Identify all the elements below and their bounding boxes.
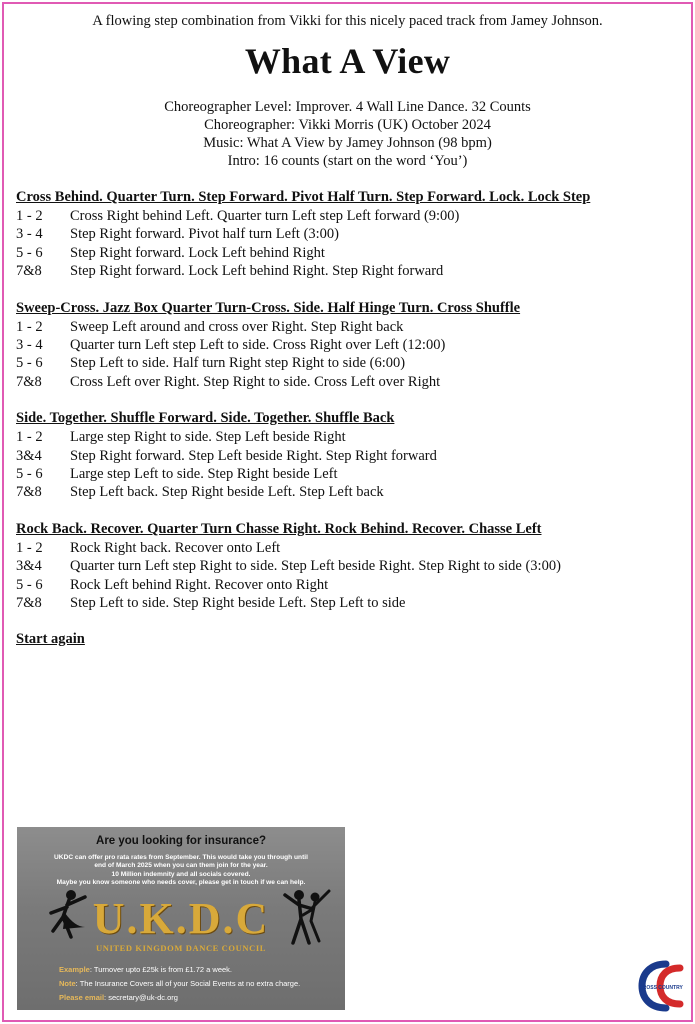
step-description: Sweep Left around and cross over Right. Step Right back	[70, 318, 404, 335]
example-text: : Turnover upto £25k is from £1.72 a week.	[89, 965, 233, 974]
step-count: 7&8	[16, 263, 42, 280]
step-description: Step Right forward. Lock Left behind Right	[70, 244, 325, 261]
section-3	[16, 409, 681, 502]
step-row	[16, 465, 681, 483]
intro-line: A flowing step combination from Vikki for this nicely paced track from Jamey Johnson.	[92, 13, 603, 29]
step-count: 5 - 6	[16, 576, 43, 593]
email-text: : secretary@uk-dc.org	[104, 993, 178, 1002]
step-count: 3 - 4	[16, 337, 43, 354]
cross-country-logo-icon	[636, 958, 686, 1014]
dance-title: What A View	[244, 41, 451, 81]
step-count: 1 - 2	[16, 318, 43, 335]
meta-music: Music: What A View by Jamey Johnson (98 bpm)	[203, 135, 492, 151]
advert-example	[59, 965, 232, 974]
step-row	[16, 225, 681, 243]
dance-meta	[0, 98, 695, 170]
step-count: 5 - 6	[16, 355, 43, 372]
step-row	[16, 354, 681, 372]
cross-country-text: CROSS COUNTRY	[639, 985, 683, 991]
section-2	[16, 299, 681, 392]
advert-body	[21, 854, 341, 888]
step-row	[16, 428, 681, 446]
step-description: Step Left to side. Half turn Right step Right to side (6:00)	[70, 355, 406, 372]
step-description: Rock Right back. Recover onto Left	[70, 539, 281, 556]
step-description: Large step Right to side. Step Left beside Right	[70, 429, 346, 446]
step-description: Rock Left behind Right. Recover onto Right	[70, 576, 329, 593]
step-description: Step Right forward. Step Left beside Right. Step Right forward	[70, 447, 437, 464]
advert-email	[59, 993, 178, 1002]
step-description: Step Right forward. Lock Left behind Right. Step Right forward	[70, 263, 444, 280]
step-description: Quarter turn Left step Left to side. Cross Right over Left (12:00)	[70, 337, 446, 354]
step-count: 1 - 2	[16, 429, 43, 446]
step-description: Step Left to side. Step Right beside Left. Step Left to side	[70, 595, 406, 612]
step-row	[16, 539, 681, 557]
section-title: Side. Together. Shuffle Forward. Side. Together. Shuffle Back	[16, 410, 395, 427]
meta-choreographer: Choreographer: Vikki Morris (UK) October 2024	[204, 117, 491, 133]
step-count: 5 - 6	[16, 466, 43, 483]
start-again: Start again	[16, 630, 85, 647]
step-description: Quarter turn Left step Right to side. Step Left beside Right. Step Right to side (3:00)	[70, 558, 561, 575]
step-row	[16, 373, 681, 391]
step-count: 1 - 2	[16, 208, 43, 224]
step-count: 5 - 6	[16, 244, 43, 261]
advert-title: Are you looking for insurance?	[96, 835, 266, 847]
step-count: 3 - 4	[16, 226, 43, 243]
advert-body-line: end of March 2025 when you can them join for the year.	[94, 862, 268, 870]
ukdc-logo: U.K.D.C	[92, 894, 270, 943]
step-description: Large step Left to side. Step Right beside Left	[70, 466, 338, 483]
section-4	[16, 520, 681, 613]
step-row	[16, 594, 681, 612]
ukdc-council-name: UNITED KINGDOM DANCE COUNCIL	[95, 943, 267, 953]
section-1	[16, 188, 681, 281]
insurance-advert	[17, 827, 345, 1010]
step-count: 7&8	[16, 373, 42, 390]
advert-body-line: 10 Million indemnity and all socials covered.	[111, 870, 251, 878]
step-row	[16, 207, 681, 225]
section-title: Sweep-Cross. Jazz Box Quarter Turn-Cross. Side. Half Hinge Turn. Cross Shuffle	[16, 299, 521, 316]
email-label: Please email	[59, 993, 105, 1002]
step-row	[16, 557, 681, 575]
advert-body-line: UKDC can offer pro rata rates from September. This would take you through until	[54, 854, 308, 861]
step-count: 1 - 2	[16, 539, 43, 556]
step-row	[16, 447, 681, 465]
step-row	[16, 244, 681, 262]
section-title: Cross Behind. Quarter Turn. Step Forward. Pivot Half Turn. Step Forward. Lock. Lock Step	[16, 189, 591, 205]
step-row	[16, 318, 681, 336]
example-label: Example	[59, 965, 90, 974]
step-sheet	[16, 188, 681, 649]
step-count: 7&8	[16, 484, 42, 501]
note-text: : The Insurance Covers all of your Social Events at no extra charge.	[75, 979, 301, 988]
advert-note	[59, 979, 300, 988]
meta-level: Choreographer Level: Improver. 4 Wall Line Dance. 32 Counts	[164, 99, 531, 115]
note-label: Note	[59, 979, 76, 988]
step-row	[16, 336, 681, 354]
step-row	[16, 262, 681, 280]
step-count: 3&4	[16, 558, 42, 575]
step-row	[16, 576, 681, 594]
advert-body-line: Maybe you know someone who needs cover, please get in touch if we can help.	[56, 879, 306, 887]
step-description: Step Left back. Step Right beside Left. Step Left back	[70, 484, 384, 501]
step-description: Cross Left over Right. Step Right to side. Cross Left over Right	[70, 373, 441, 390]
section-title: Rock Back. Recover. Quarter Turn Chasse Right. Rock Behind. Recover. Chasse Left	[16, 520, 542, 537]
step-description: Step Right forward. Pivot half turn Left (3:00)	[70, 226, 340, 243]
step-description: Cross Right behind Left. Quarter turn Left step Left forward (9:00)	[70, 208, 460, 224]
meta-intro: Intro: 16 counts (start on the word ‘You’)	[227, 153, 468, 169]
step-row	[16, 483, 681, 501]
step-count: 7&8	[16, 595, 42, 612]
step-count: 3&4	[16, 447, 42, 464]
